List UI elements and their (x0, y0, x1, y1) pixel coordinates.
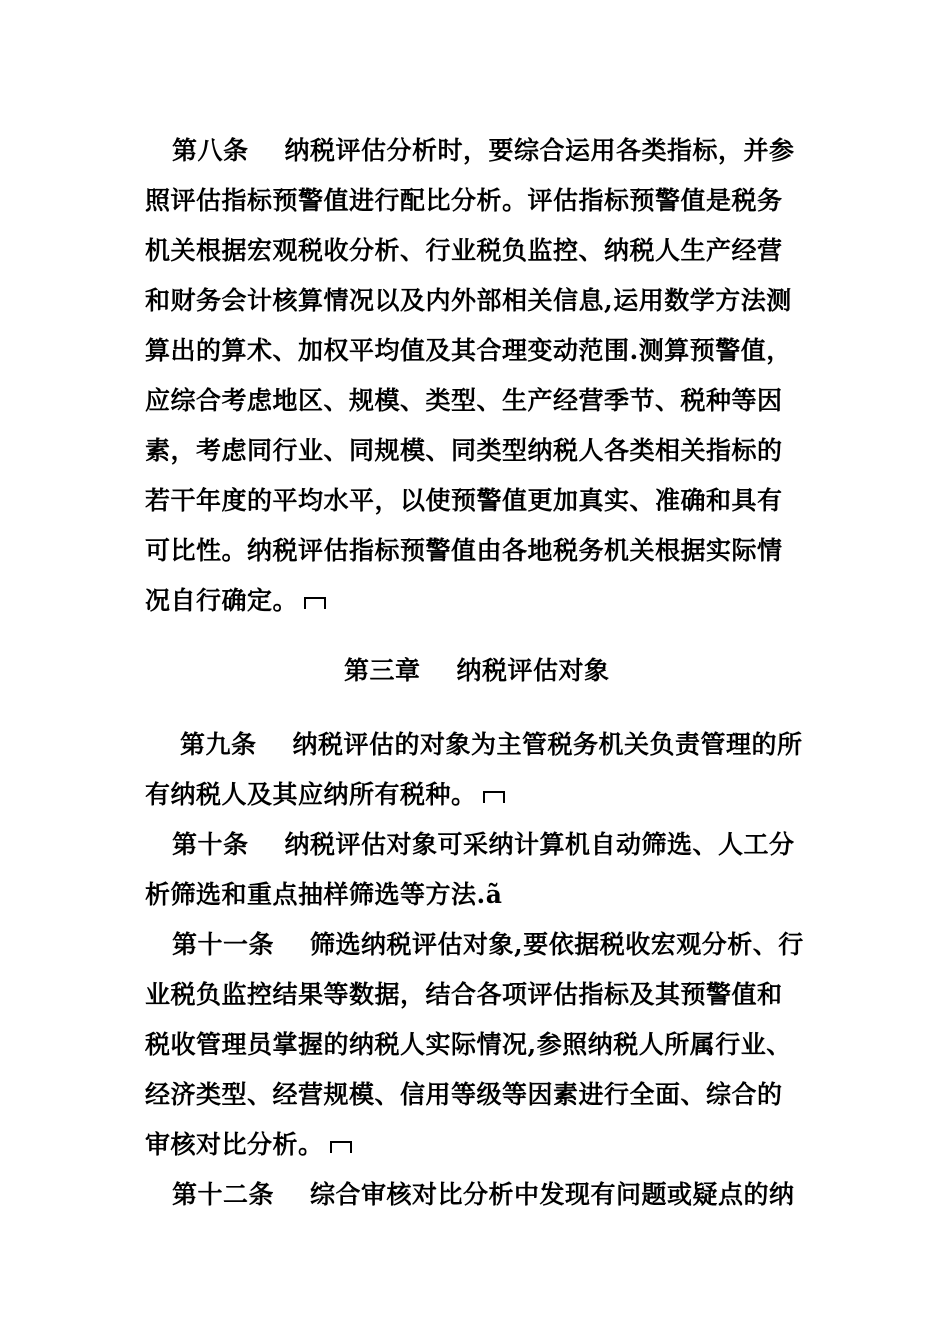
article9-text-1: 纳税评估的对象为主管税务机关负责管理的所 (292, 730, 803, 759)
article8-line-9: 可比性。纳税评估指标预警值由各地税务机关根据实际情 (145, 536, 783, 565)
paragraph-mark-icon (304, 593, 326, 611)
article10-line-1 (172, 830, 795, 860)
article10-text-1: 纳税评估对象可采纳计算机自动筛选、人工分 (284, 830, 795, 859)
article11-line-3: 税收管理员掌握的纳税人实际情况,参照纳税人所属行业、 (145, 1030, 792, 1059)
article10-line-2 (145, 880, 502, 910)
article11-line-4: 经济类型、经营规模、信用等级等因素进行全面、综合的 (145, 1080, 783, 1109)
article10-text-2: 析筛选和重点抽样筛选等方法. (145, 880, 486, 909)
paragraph-mark-icon (483, 787, 505, 805)
article11-text-5: 审核对比分析。 (145, 1130, 324, 1159)
paragraph-mark-icon (330, 1137, 352, 1155)
article8-line-2: 照评估指标预警值进行配比分析。评估指标预警值是税务 (145, 186, 783, 215)
article8-line-4: 和财务会计核算情况以及内外部相关信息,运用数学方法测 (145, 286, 792, 315)
article8-line-1 (172, 136, 795, 166)
article11-line-5 (145, 1130, 352, 1160)
article8-text-1: 纳税评估分析时，要综合运用各类指标，并参 (284, 136, 795, 165)
chapter-label: 第三章 (344, 656, 421, 685)
article8-line-7: 素，考虑同行业、同规模、同类型纳税人各类相关指标的 (145, 436, 783, 465)
article9-text-2: 有纳税人及其应纳所有税种。 (145, 780, 477, 809)
article11-line-2: 业税负监控结果等数据，结合各项评估指标及其预警值和 (145, 980, 783, 1009)
chapter-heading (344, 656, 610, 686)
article9-label: 第九条 (180, 730, 257, 759)
article8-line-5: 算出的算术、加权平均值及其合理变动范围.测算预警值， (145, 336, 792, 365)
article10-label: 第十条 (172, 830, 249, 859)
article8-text-10: 况自行确定。 (145, 586, 299, 615)
article8-line-8: 若干年度的平均水平，以使预警值更加真实、准确和具有 (145, 486, 783, 515)
article12-text-1: 综合审核对比分析中发现有问题或疑点的纳 (310, 1180, 795, 1209)
article10-trailing-mark: ã (485, 880, 503, 909)
article11-text-1: 筛选纳税评估对象,要依据税收宏观分析、行 (310, 930, 804, 959)
article11-label: 第十一条 (172, 930, 275, 959)
article8-line-3: 机关根据宏观税收分析、行业税负监控、纳税人生产经营 (145, 236, 783, 265)
article9-line-2 (145, 780, 505, 810)
article9-line-1 (180, 730, 803, 760)
chapter-title: 纳税评估对象 (456, 656, 610, 685)
article12-label: 第十二条 (172, 1180, 275, 1209)
article11-line-1 (172, 930, 804, 960)
article8-label: 第八条 (172, 136, 249, 165)
article8-line-10 (145, 586, 326, 616)
article12-line-1 (172, 1180, 795, 1210)
article8-line-6: 应综合考虑地区、规模、类型、生产经营季节、税种等因 (145, 386, 783, 415)
